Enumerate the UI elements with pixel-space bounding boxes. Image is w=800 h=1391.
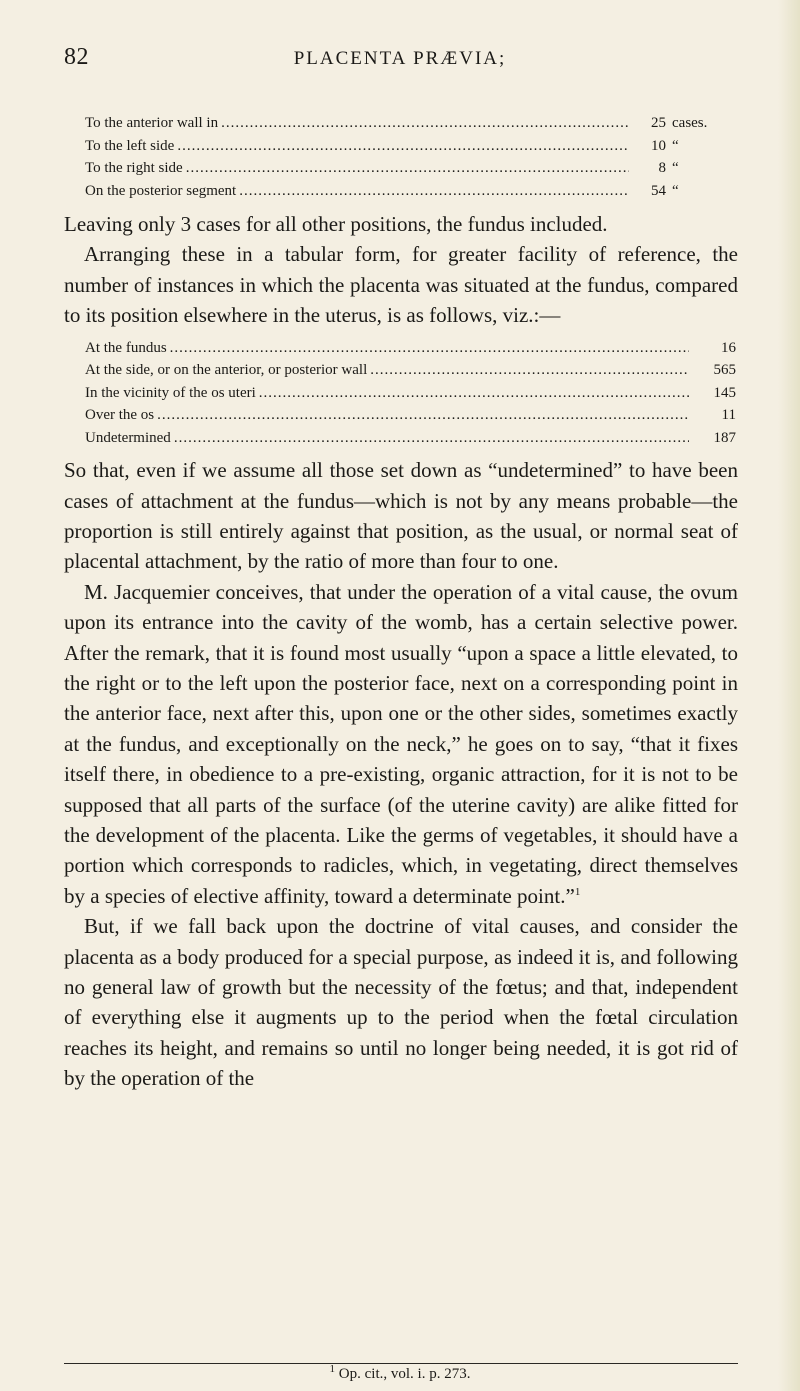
running-head: PLACENTA PRÆVIA; [293,48,507,69]
row-value: 145 [713,384,736,401]
leader-dots [170,337,689,360]
table-row [64,180,738,203]
row-value: 8 [658,160,666,176]
row-label: To the left side [85,137,175,154]
footnote-reference[interactable]: 1 [574,885,581,898]
row-label: Over the os [85,407,155,424]
row-label: To the right side [85,160,183,176]
paragraph-arranging: Arranging these in a tabular form, for greater facility of reference, the number of instances in which the placenta was situated at the fundus, compared to its position elsewhere in the uterus, is as follows, viz.:— [64,242,738,328]
table-row [64,337,738,360]
row-unit: cases. [672,115,708,131]
paragraph-so-that: So that, even if we assume all those set down as “undetermined” to have been cases of attachment at the fundus—which is not by any means probable—the proportion is still entirely against that position, as the usual, or normal seat of placental attachment, by the ratio of more than four to one. [64,458,738,574]
row-label: In the vicinity of the os uteri [85,384,256,401]
row-label: At the fundus [85,339,167,356]
leader-dots [157,404,689,427]
footnote-text: Op. cit., vol. i. p. 273. [335,1366,471,1382]
leader-dots [370,359,689,382]
row-value: 10 [651,137,666,154]
page-body [64,112,738,1094]
row-value: 565 [713,362,736,379]
row-label: Undetermined [85,429,171,446]
position-table-2 [64,337,738,450]
table-row [64,157,738,180]
leader-dots [177,135,629,158]
row-label: To the anterior wall in [85,115,219,131]
leader-dots [259,382,689,405]
row-value: 25 [651,115,666,131]
row-value: 11 [721,407,736,424]
footnote [0,1363,800,1383]
position-table-1 [64,112,738,202]
footnote-divider [64,1363,738,1364]
paragraph-leaving-only: Leaving only 3 cases for all other positions, the fundus included. [64,212,608,236]
paragraph-jacquemier [64,577,738,911]
table-row [64,427,738,450]
page-edge-shadow [778,0,800,1391]
table-row [64,359,738,382]
table-row [64,112,738,135]
row-label: On the posterior segment [85,182,237,199]
row-unit: “ [672,182,679,199]
row-unit: “ [672,160,679,176]
table-row [64,135,738,158]
table-row [64,382,738,405]
leader-dots [221,112,629,135]
row-value: 187 [713,429,736,446]
row-label: At the side, or on the anterior, or posterior wall [85,362,368,379]
leader-dots [174,427,689,450]
paragraph-vital-causes: But, if we fall back upon the doctrine of vital causes, and consider the placenta as a body produced for a special purpose, as indeed it is, and following no general law of growth but the necessity of the fœtus; and that, independent of everything else it augments up to the period when the fœtal circulation reaches its height, and remains so until no longer being needed, it is got rid of by the operation of the [64,914,738,1091]
table-row [64,404,738,427]
paragraph-jacquemier-text: M. Jacquemier conceives, that under the operation of a vital cause, the ovum upon its entrance into the cavity of the womb, has a certain selective power. After the remark, that it is found most usually “upon a space a little elevated, to the right or to the left upon the posterior face, next on a corresponding point in the anterior face, next after this, upon one or the other sides, sometimes exactly at the fundus, and exceptionally on the neck,” he goes on to say, “that it fixes itself there, in obedience to a pre-existing, organic attraction, for it is not to be supposed that all parts of the surface (of the uterine cavity) are alike fitted for the development of the placenta. Like the germs of vegetables, it should have a portion which corresponds to radicles, which, in vegetating, direct themselves by a species of elective affinity, toward a determinate point.” [64,579,738,908]
row-value: 54 [651,182,666,199]
row-unit: “ [672,137,679,154]
page-number: 82 [64,44,89,70]
row-value: 16 [721,339,736,356]
footnote-mark: 1 [329,1363,336,1375]
leader-dots [239,180,629,203]
leader-dots [186,157,629,180]
